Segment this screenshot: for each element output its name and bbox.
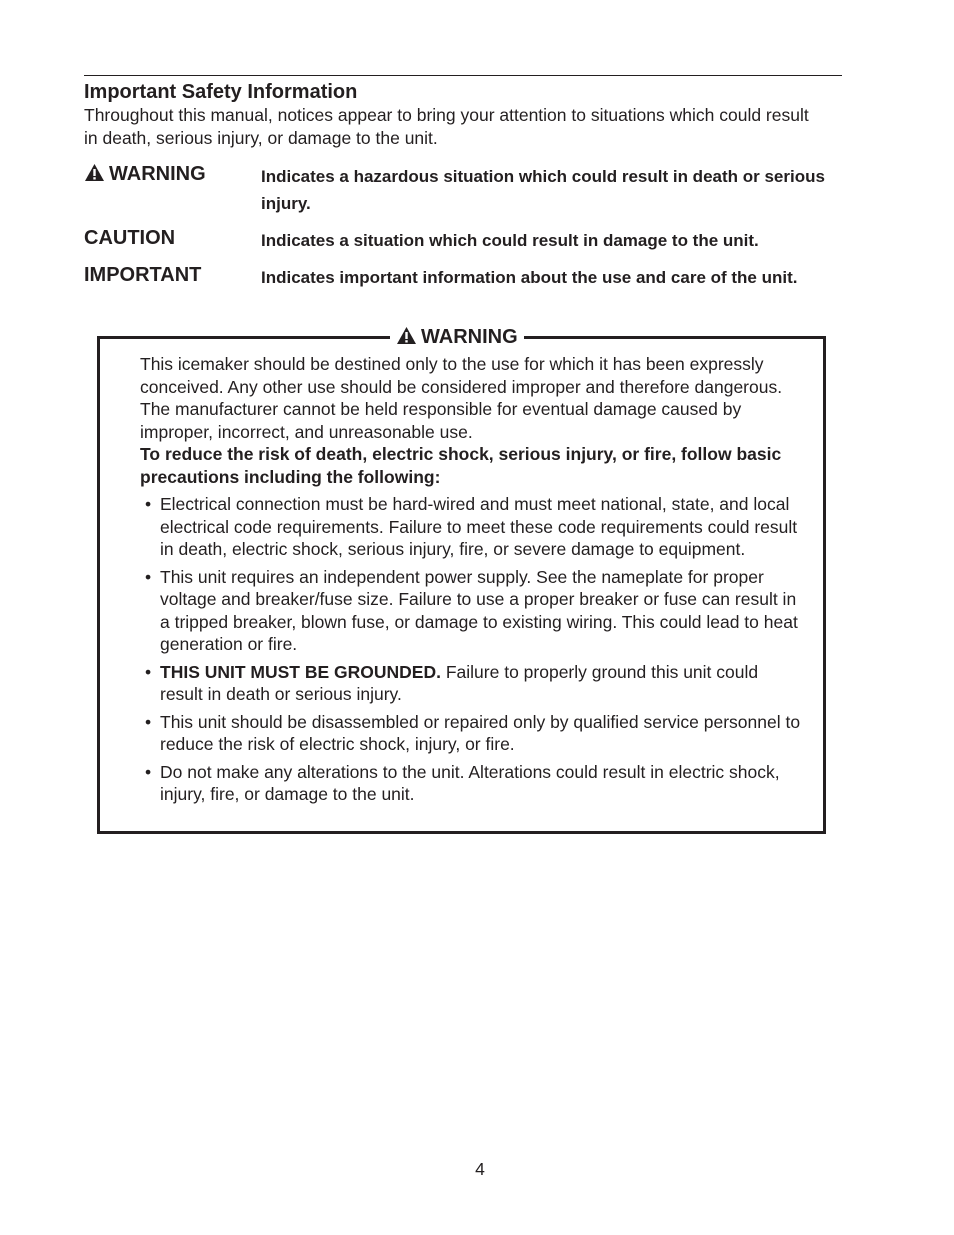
list-item-text: Failure to properly ground this unit could result in death or serious injury.: [160, 661, 759, 704]
intro-paragraph: Throughout this manual, notices appear to bring your attention to situations which could result in death, serious injury, or damage to the unit.: [84, 105, 809, 148]
list-item: [140, 711, 804, 756]
warning-triangle-icon: [396, 326, 417, 345]
warning-box: [97, 326, 826, 834]
bullet-glyph: •: [145, 711, 152, 732]
warning-box-heading: [390, 325, 524, 349]
bullet-glyph: •: [145, 494, 152, 514]
bullet-glyph: •: [145, 566, 152, 587]
notice-term-important: IMPORTANT: [84, 264, 202, 286]
warning-triangle-icon: [84, 163, 105, 182]
list-item-text: This unit should be disassembled or repaired only by qualified service personnel to reduce the risk of electric shock, injury, or fire.: [160, 711, 801, 754]
list-item-text: Electrical connection must be hard-wired and must meet national, state, and local electrical code requirements. Failure to meet these code requirements could result in death, electric shock, serious injury, fire, or severe damage to equipment.: [160, 494, 798, 559]
precautions-list: [140, 493, 804, 806]
list-item-lead: THIS UNIT MUST BE GROUNDED.: [160, 661, 441, 682]
list-item: [140, 661, 804, 706]
precautions-lead: To reduce the risk of death, electric shock, serious injury, or fire, follow basic precautions including the following:: [140, 444, 782, 487]
notice-term-label: WARNING: [109, 163, 206, 185]
list-item-text: Do not make any alterations to the unit. Alterations could result in electric shock, injury, fire, or damage to the unit.: [160, 761, 780, 804]
list-item: [140, 761, 804, 806]
warning-box-heading-label: WARNING: [421, 326, 518, 348]
list-item-text: This unit requires an independent power supply. See the nameplate for proper voltage and breaker/fuse size. Failure to use a proper breaker or fuse can result in a tripped breaker, blown fuse, or damage to existing wiring. This could lead to heat generation or fire.: [160, 566, 798, 654]
list-item: [140, 493, 804, 561]
bullet-glyph: •: [145, 761, 152, 782]
notice-description-warning: Indicates a hazardous situation which could result in death or serious injury.: [261, 167, 825, 213]
section-title: Important Safety Information: [84, 81, 358, 103]
notice-term-warning: [84, 162, 206, 186]
top-rule: [84, 75, 842, 76]
bullet-glyph: •: [145, 661, 152, 682]
notice-description-caution: Indicates a situation which could result in damage to the unit.: [261, 231, 759, 250]
list-item: [140, 566, 804, 656]
warning-paragraph: This icemaker should be destined only to the use for which it has been expressly conceived. Any other use should be considered improper and therefore dangerous. The manufacturer cannot be held responsible for eventual damage caused by improper, incorrect, and unreasonable use.: [140, 354, 783, 442]
page-number: 4: [475, 1159, 485, 1179]
warning-box-body: [140, 353, 804, 811]
notice-description-important: Indicates important information about the use and care of the unit.: [261, 268, 798, 287]
notice-term-caution: CAUTION: [84, 227, 176, 249]
